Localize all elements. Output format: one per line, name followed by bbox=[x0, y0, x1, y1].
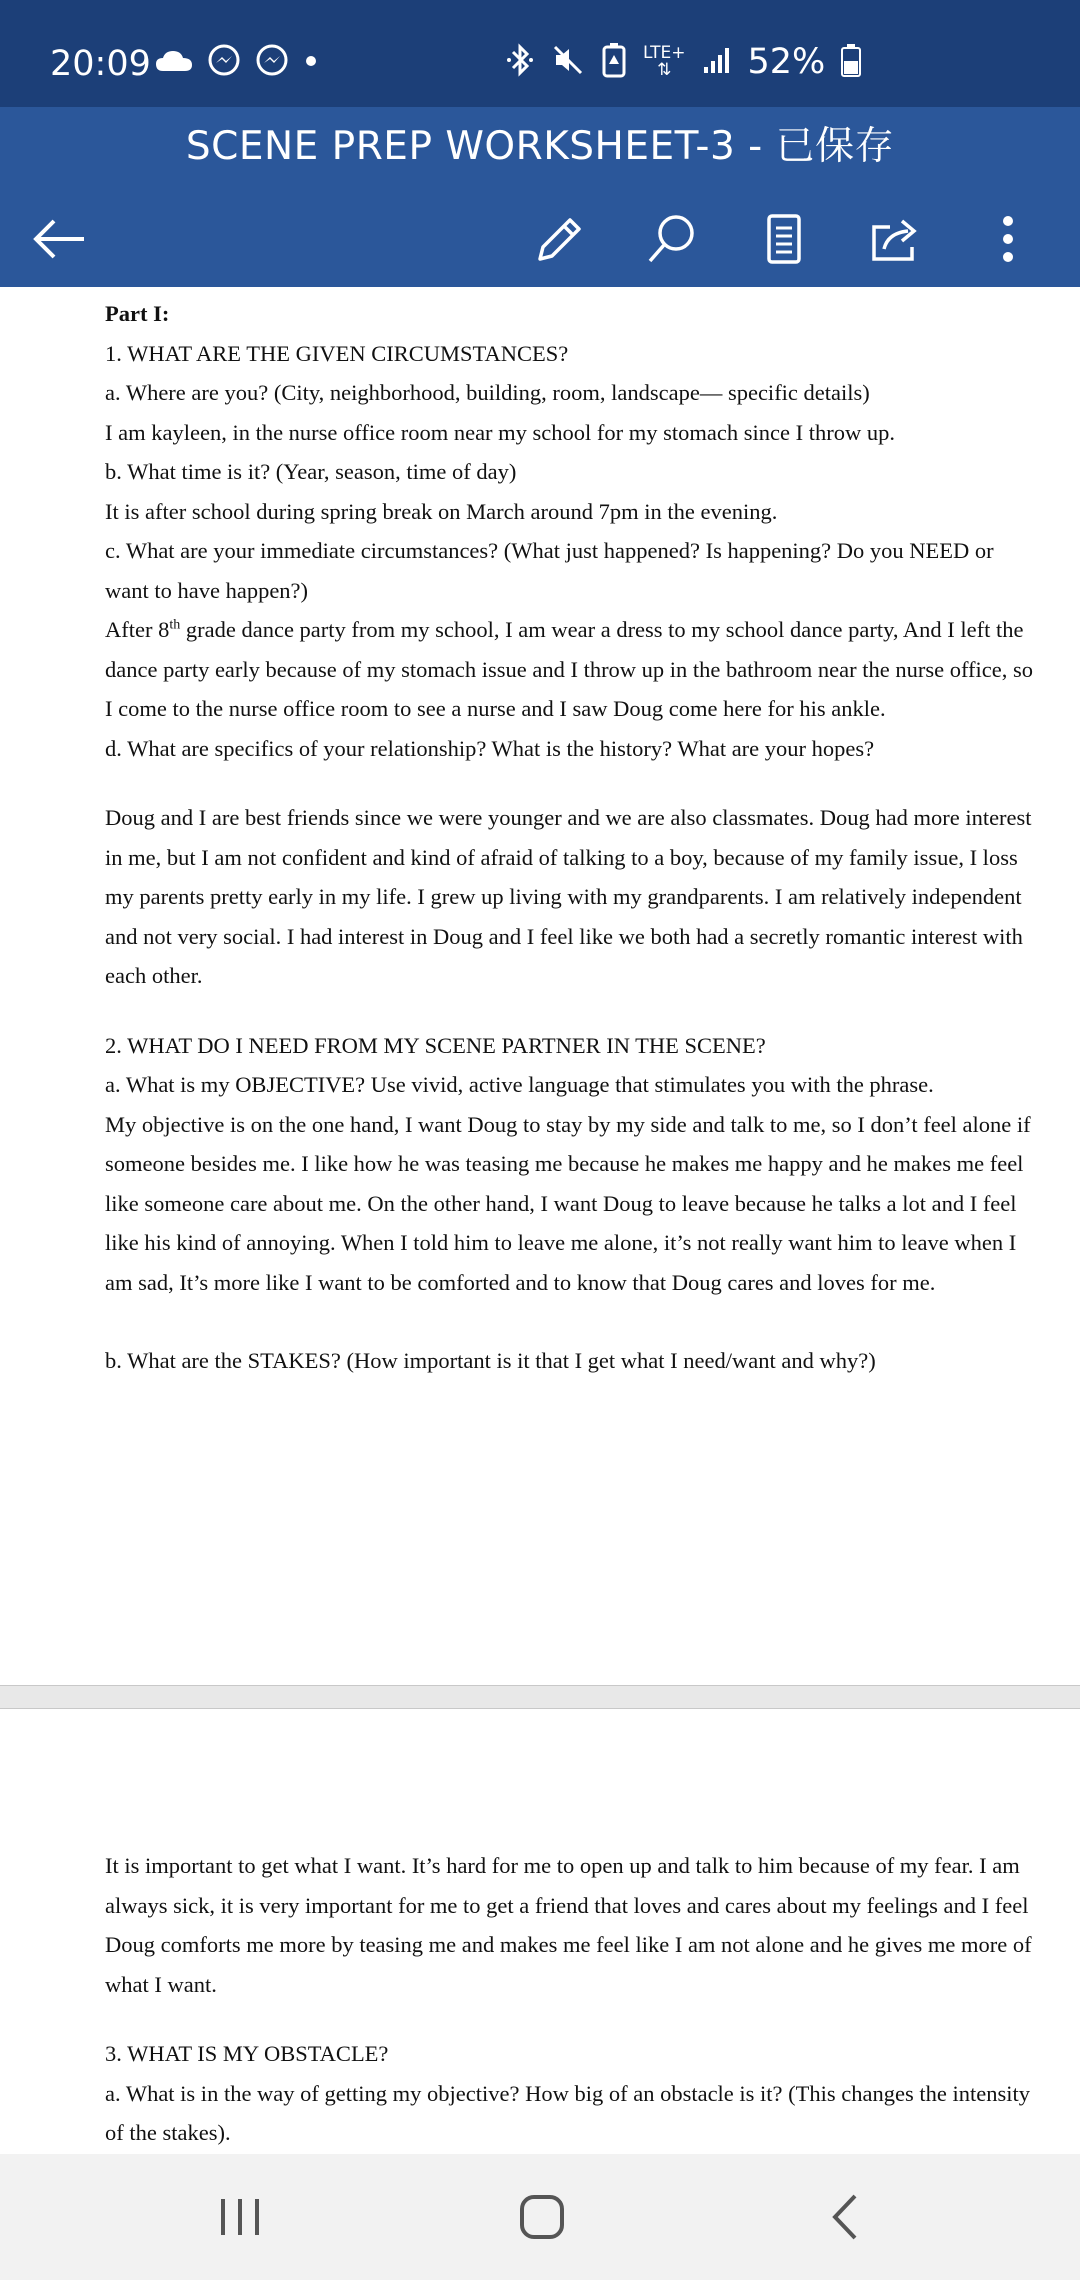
reading-mode-button[interactable] bbox=[744, 199, 824, 279]
q1c-answer-start: After 8 bbox=[105, 617, 170, 642]
app-bar bbox=[0, 107, 1080, 287]
share-button[interactable] bbox=[856, 199, 936, 279]
q1d-question: d. What are specifics of your relationship? What is the history? What are your hopes? bbox=[105, 735, 875, 761]
battery-saver-icon bbox=[601, 42, 627, 82]
back-nav-button[interactable] bbox=[800, 2182, 890, 2252]
dot-icon bbox=[303, 53, 319, 73]
q2a-answer: My objective is on the one hand, I want Doug to stay by my side and talk to me, so I don’t feel alone if someone besides me. I like how he was teasing me because he makes me happy and he makes me feel like someone care about me. On the other hand, I want Doug to leave because he talks a lot and I feel like his kind of annoying. When I told him to leave me alone, it’s not really want him to leave when I am sad, It’s more like I want to be comforted and to know that Doug cares and loves for me. bbox=[105, 1111, 1031, 1295]
back-arrow-icon bbox=[32, 217, 88, 261]
blank-line bbox=[105, 2004, 1040, 2034]
share-icon bbox=[868, 211, 924, 267]
q1a-question: a. Where are you? (City, neighborhood, building, room, landscape— specific details) bbox=[105, 380, 870, 405]
document-title: SCENE PREP WORKSHEET-3 - 已保存 bbox=[185, 124, 895, 169]
q1c-answer-rest: grade dance party from my school, I am wear a dress to my school dance party, And I left the dance party early because of my stomach issue and I throw up in the bathroom near the nurse office, so I come to the nurse office room to see a nurse and I saw Doug come here for his ankle. bbox=[105, 617, 1034, 721]
edit-button[interactable] bbox=[520, 199, 600, 279]
status-bar bbox=[0, 0, 1080, 107]
cloud-icon bbox=[155, 49, 193, 77]
blank-line bbox=[105, 1302, 1040, 1341]
lte-icon: LTE+ ⇅ bbox=[643, 43, 686, 80]
q1a-answer: I am kayleen, in the nurse office room near my school for my stomach since I throw up. bbox=[105, 419, 895, 445]
q2a-question: a. What is my OBJECTIVE? Use vivid, active language that stimulates you with the phrase. bbox=[105, 1072, 934, 1097]
document-text-page-1 bbox=[105, 294, 1040, 1381]
document-page-2[interactable] bbox=[0, 1709, 1080, 2154]
signal-icon bbox=[702, 45, 732, 79]
recent-apps-button[interactable] bbox=[195, 2182, 285, 2252]
status-left-icons bbox=[155, 44, 319, 82]
q1d-answer: Doug and I are best friends since we were younger and we are also classmates. Doug had more interest in me, but I am not confident and kind of afraid of talking to a boy, because of my family issue, I loss my parents pretty early in my life. I grew up living with my grandparents. I am relatively independent and not very social. I had interest in Doug and I feel like we both had a secretly romantic interest with each other. bbox=[105, 805, 1032, 988]
q1c-answer-superscript: th bbox=[169, 617, 181, 633]
mute-icon bbox=[551, 43, 585, 81]
more-options-button[interactable] bbox=[968, 199, 1048, 279]
battery-icon bbox=[841, 43, 861, 81]
q1b-answer: It is after school during spring break on March around 7pm in the evening. bbox=[105, 498, 778, 524]
home-icon bbox=[517, 2192, 567, 2242]
q3a-question: a. What is in the way of getting my objective? How big of an obstacle is it? (This changes the intensity of the stakes). bbox=[105, 2080, 1030, 2145]
q2b-question: b. What are the STAKES? (How important is it that I get what I need/want and why?) bbox=[105, 1348, 876, 1373]
q2-heading: 2. WHAT DO I NEED FROM MY SCENE PARTNER IN THE SCENE? bbox=[105, 1032, 766, 1058]
navigation-bar bbox=[0, 2154, 1080, 2280]
q1b-question: b. What time is it? (Year, season, time of day) bbox=[105, 459, 517, 484]
battery-percentage: 52% bbox=[747, 42, 826, 82]
q2b-answer: It is important to get what I want. It’s hard for me to open up and talk to him because of my fear. I am always sick, it is very important for me to get a friend that loves and cares about my feelings and I feel Doug comforts me more by teasing me and makes me feel like I am not alone and he gives me more of what I want. bbox=[105, 1853, 1032, 1997]
status-right-icons bbox=[505, 42, 861, 82]
back-icon bbox=[825, 2192, 865, 2242]
lte-label: LTE+ bbox=[643, 43, 686, 63]
home-button[interactable] bbox=[497, 2182, 587, 2252]
q1-heading: 1. WHAT ARE THE GIVEN CIRCUMSTANCES? bbox=[105, 340, 569, 366]
messenger-icon bbox=[255, 44, 289, 82]
recent-apps-icon bbox=[215, 2195, 265, 2239]
more-options-icon bbox=[998, 211, 1018, 267]
q1c-answer bbox=[105, 610, 1040, 729]
blank-line bbox=[105, 996, 1040, 1026]
edit-pencil-icon bbox=[532, 211, 588, 267]
back-button[interactable] bbox=[20, 199, 100, 279]
page-break bbox=[0, 1685, 1080, 1709]
reading-mode-icon bbox=[762, 211, 806, 267]
bluetooth-icon bbox=[505, 43, 535, 81]
search-icon bbox=[644, 211, 700, 267]
messenger-icon bbox=[207, 44, 241, 82]
document-text-page-2 bbox=[105, 1846, 1040, 2153]
search-button[interactable] bbox=[632, 199, 712, 279]
document-page-1[interactable] bbox=[0, 287, 1080, 1685]
q1c-question: c. What are your immediate circumstances? (What just happened? Is happening? Do you NEED or want to have happen?) bbox=[105, 538, 994, 603]
part-heading: Part I: bbox=[105, 301, 170, 326]
q3-heading: 3. WHAT IS MY OBSTACLE? bbox=[105, 2041, 389, 2066]
blank-line bbox=[105, 768, 1040, 798]
status-time: 20:09 bbox=[50, 44, 151, 84]
